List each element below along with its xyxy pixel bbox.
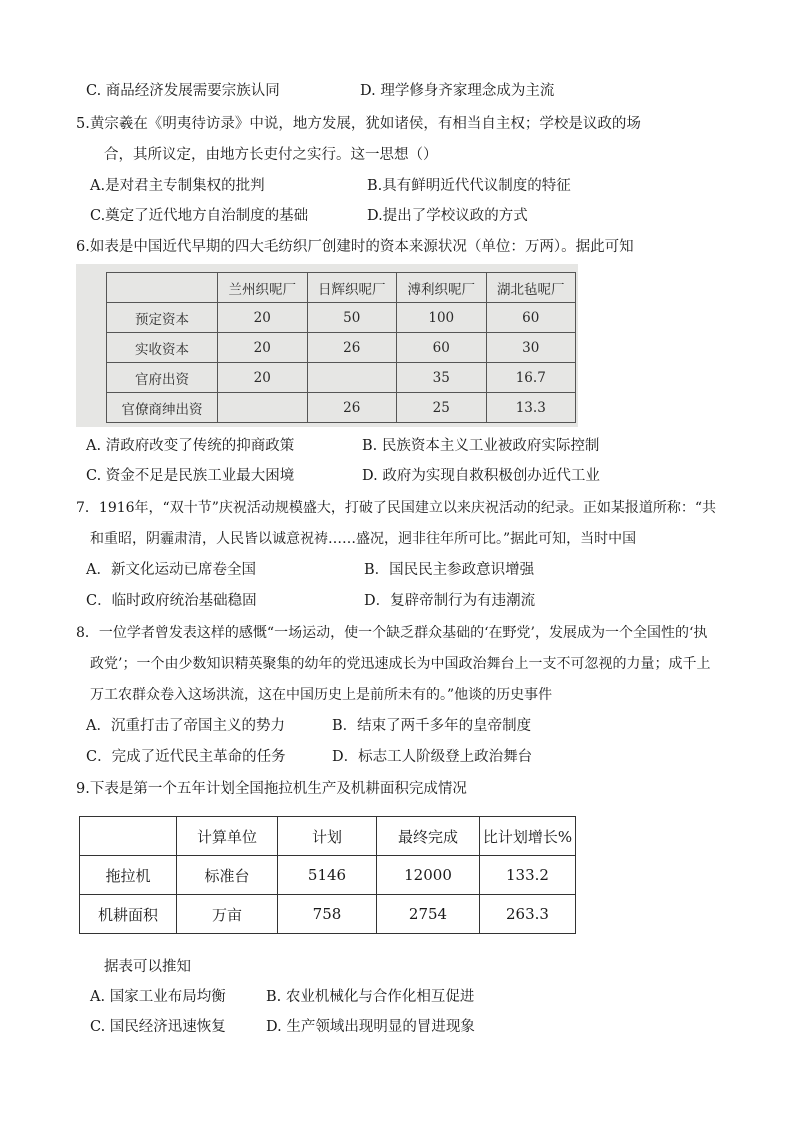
table-cell: 12000	[377, 856, 480, 895]
table-cell: 预定资本	[107, 303, 218, 333]
q8-option-c: C．完成了近代民主革命的任务	[86, 749, 286, 765]
table-header-cell: 溥利织呢厂	[397, 273, 487, 303]
table-cell: 60	[486, 303, 576, 333]
table-cell: 13.3	[486, 393, 576, 423]
table-cell: 机耕面积	[80, 895, 177, 934]
table-cell: 标准台	[177, 856, 278, 895]
q5-stem-line-2: 合，其所议定，由地方长吏付之实行。这一思想（）	[104, 147, 438, 163]
table-row	[80, 856, 576, 895]
table-header-row	[80, 817, 576, 856]
q7-stem-line-2: 和重昭，阴霾肃清，人民皆以诚意祝祷……盛况，迥非往年所可比。”据此可知，当时中国	[90, 531, 637, 547]
table-cell: 26	[307, 333, 397, 363]
table-header-cell	[107, 273, 218, 303]
q4-option-c: C. 商品经济发展需要宗族认同	[86, 83, 280, 99]
q6-option-a: A. 清政府改变了传统的抑商政策	[86, 438, 295, 454]
q7-option-d: D．复辟帝制行为有违潮流	[364, 593, 536, 609]
q6-stem: 6.如表是中国近代早期的四大毛纺织厂创建时的资本来源状况（单位：万两）。据此可知	[76, 239, 634, 255]
table-cell: 官僚商绅出资	[107, 393, 218, 423]
table-row	[107, 363, 576, 393]
q6-option-c: C. 资金不足是民族工业最大困境	[86, 468, 295, 484]
q5-option-d: D.提出了学校议政的方式	[367, 208, 528, 224]
q7-stem-line-1: 7．1916年，“双十节”庆祝活动规模盛大，打破了民国建立以来庆祝活动的纪录。正如某报道所称：“共	[76, 500, 717, 516]
table-header-cell: 计算单位	[177, 817, 278, 856]
q8-option-a: A．沉重打击了帝国主义的势力	[86, 718, 285, 734]
table-header-cell: 日辉织呢厂	[307, 273, 397, 303]
q9-option-b: B. 农业机械化与合作化相互促进	[266, 989, 475, 1005]
q5-option-c: C.奠定了近代地方自治制度的基础	[90, 208, 309, 224]
table-header-cell	[80, 817, 177, 856]
table-row	[107, 393, 576, 423]
table-cell: 实收资本	[107, 333, 218, 363]
table-row	[107, 333, 576, 363]
table-cell: 35	[397, 363, 487, 393]
q7-option-a: A．新文化运动已席卷全国	[86, 562, 256, 578]
q6-option-b: B. 民族资本主义工业被政府实际控制	[362, 438, 600, 454]
q4-option-d: D. 理学修身齐家理念成为主流	[360, 83, 555, 99]
table-cell	[218, 393, 308, 423]
q8-option-b: B．结束了两千多年的皇帝制度	[332, 718, 532, 734]
q9-stem: 9.下表是第一个五年计划全国拖拉机生产及机耕面积完成情况	[76, 781, 467, 797]
table-cell: 官府出资	[107, 363, 218, 393]
table-header-cell: 兰州织呢厂	[218, 273, 308, 303]
q8-option-d: D．标志工人阶级登上政治舞台	[332, 749, 533, 765]
table-header-cell: 最终完成	[377, 817, 480, 856]
table-row	[107, 303, 576, 333]
table-cell: 758	[278, 895, 377, 934]
table-row	[80, 895, 576, 934]
table-header-cell: 比计划增长%	[480, 817, 576, 856]
q9-option-c: C. 国民经济迅速恢复	[90, 1019, 226, 1035]
q9-lead: 据表可以推知	[104, 959, 191, 975]
table-cell: 133.2	[480, 856, 576, 895]
q5-option-a: A.是对君主专制集权的批判	[90, 178, 265, 194]
table-cell: 25	[397, 393, 487, 423]
q8-stem-line-2: 政党’；一个由少数知识精英聚集的幼年的党迅速成长为中国政治舞台上一支不可忽视的力量；成千上	[90, 656, 711, 672]
table-header-row	[107, 273, 576, 303]
q6-option-d: D. 政府为实现自救积极创办近代工业	[362, 468, 600, 484]
q9-option-a: A. 国家工业布局均衡	[90, 989, 226, 1005]
table-cell: 100	[397, 303, 487, 333]
table-cell: 263.3	[480, 895, 576, 934]
table-cell: 30	[486, 333, 576, 363]
q5-stem-line-1: 5.黄宗羲在《明夷待访录》中说，地方发展，犹如诸侯，有相当自主权；学校是议政的场	[76, 116, 641, 132]
table-header-cell: 湖北毡呢厂	[486, 273, 576, 303]
table-cell: 20	[218, 303, 308, 333]
q7-option-c: C．临时政府统治基础稳固	[86, 593, 257, 609]
table-cell: 60	[397, 333, 487, 363]
table-cell: 20	[218, 333, 308, 363]
q9-option-d: D. 生产领域出现明显的冒进现象	[266, 1019, 475, 1035]
table-cell: 26	[307, 393, 397, 423]
table-cell	[307, 363, 397, 393]
table-cell: 16.7	[486, 363, 576, 393]
table-header-cell: 计划	[278, 817, 377, 856]
table-cell: 万亩	[177, 895, 278, 934]
q9-tractor-table	[79, 816, 576, 934]
q8-stem-line-3: 万工农群众卷入这场洪流，这在中国历史上是前所未有的。”他谈的历史事件	[90, 687, 553, 703]
q8-stem-line-1: 8．一位学者曾发表这样的感慨“一场运动，使一个缺乏群众基础的‘在野党’，发展成为一个全国性的‘执	[76, 625, 708, 641]
table-cell: 拖拉机	[80, 856, 177, 895]
q6-capital-table	[76, 264, 578, 427]
q5-option-b: B.具有鲜明近代代议制度的特征	[367, 178, 571, 194]
table-cell: 50	[307, 303, 397, 333]
table-cell: 5146	[278, 856, 377, 895]
table-cell: 2754	[377, 895, 480, 934]
q7-option-b: B．国民民主参政意识增强	[364, 562, 535, 578]
table-cell: 20	[218, 363, 308, 393]
